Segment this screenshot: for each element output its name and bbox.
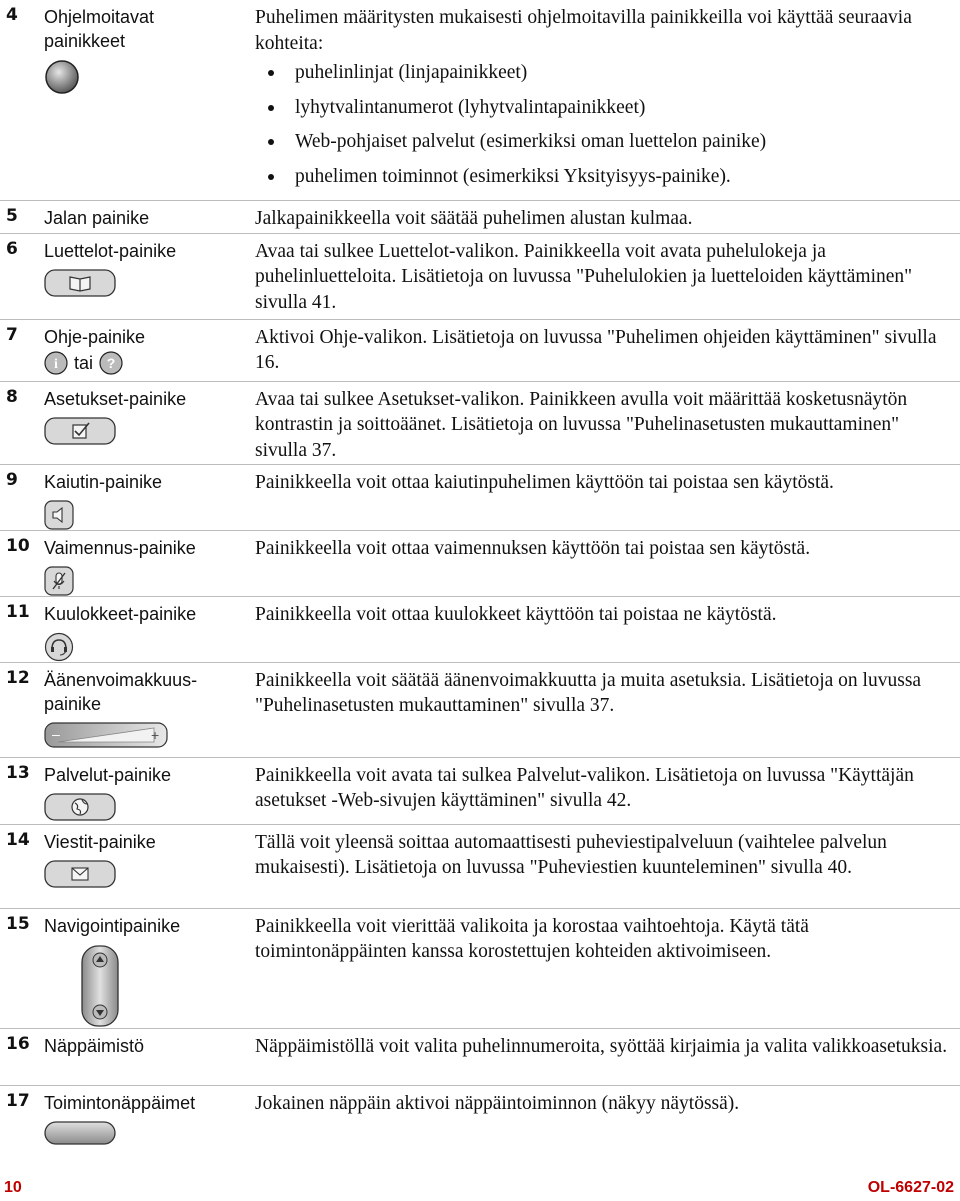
- row-name: Kaiutin-painike: [44, 471, 163, 492]
- table-row: [0, 381, 960, 464]
- table-row: [0, 908, 960, 1028]
- row-number: 11: [0, 596, 44, 662]
- row-number: 7: [0, 319, 44, 381]
- row-description: Avaa tai sulkee Luettelot-valikon. Painikkeella voit avata puhelulokeja ja puhelinluetteloita. Lisätietoja on luvussa "Puhelulokien ja luetteloiden käyttäminen" sivulla 41.: [247, 233, 960, 319]
- row-description: Painikkeella voit säätää äänenvoimakkuutta ja muita asetuksia. Lisätietoja on luvussa "Puhelinasetusten mukauttaminen" sivulla 37.: [247, 662, 960, 757]
- mute-icon: [44, 566, 74, 596]
- row-number: 4: [6, 5, 18, 25]
- row-description: Painikkeella voit avata tai sulkea Palvelut-valikon. Lisätietoja on luvussa "Käyttäjän asetukset -Web-sivujen käyttäminen" sivulla 42.: [247, 757, 960, 824]
- book-icon: [44, 269, 116, 297]
- row-description: Puhelimen määritysten mukaisesti ohjelmoitavilla painikkeilla voi käyttää seuraavia kohteita:: [255, 7, 912, 54]
- row-description: Tällä voit yleensä soittaa automaattisesti puheviestipalveluun (vaihtelee palvelun mukaisesti). Lisätietoja on luvussa "Puheviestien kuunteleminen" sivulla 40.: [247, 824, 960, 908]
- row-number: 13: [0, 757, 44, 824]
- headset-icon: [44, 632, 74, 662]
- row-number: 16: [0, 1028, 44, 1085]
- volume-rocker-icon: [44, 722, 168, 748]
- row-description: Jalkapainikkeella voit säätää puhelimen alustan kulmaa.: [247, 200, 960, 233]
- table-row: [0, 0, 960, 200]
- envelope-icon: [44, 860, 116, 888]
- list-item: lyhytvalintanumerot (lyhytvalintapainikkeet): [295, 95, 952, 121]
- table-row: [0, 662, 960, 757]
- table-row: [0, 1085, 960, 1159]
- row-number: 17: [0, 1085, 44, 1159]
- navigation-rocker-icon: [80, 944, 120, 1028]
- row-number: 10: [0, 530, 44, 596]
- row-number: 15: [0, 908, 44, 1028]
- table-row: [0, 757, 960, 824]
- row-number: 6: [0, 233, 44, 319]
- table-row: [0, 824, 960, 908]
- row-name: Vaimennus-painike: [44, 537, 196, 558]
- row-name: Jalan painike: [44, 200, 247, 233]
- row-description: Painikkeella voit ottaa kuulokkeet käyttöön tai poistaa ne käytöstä.: [247, 596, 960, 662]
- row-name: Ohje-painike: [44, 326, 146, 347]
- table-row: [0, 200, 960, 233]
- row-name: Kuulokkeet-painike: [44, 603, 197, 624]
- row-name: Äänenvoimakkuus-painike: [44, 669, 198, 714]
- row-name: Navigointipainike: [44, 915, 181, 936]
- row-number: 9: [0, 464, 44, 530]
- svg-text:?: ?: [106, 354, 116, 371]
- svg-text:i: i: [54, 356, 58, 372]
- row-description: Painikkeella voit ottaa kaiutinpuhelimen käyttöön tai poistaa sen käytöstä.: [247, 464, 960, 530]
- row-number: 12: [0, 662, 44, 757]
- speaker-icon: [44, 500, 74, 530]
- svg-text:–: –: [52, 725, 60, 742]
- row-number: 14: [0, 824, 44, 908]
- bullet-list: [255, 60, 952, 189]
- row-name: Palvelut-painike: [44, 764, 172, 785]
- row-description: Aktivoi Ohje-valikon. Lisätietoja on luvussa "Puhelimen ohjeiden käyttäminen" sivulla 16.: [247, 319, 960, 381]
- page-number: 10: [4, 1179, 22, 1196]
- info-icon: [44, 351, 68, 375]
- row-name: Toimintonäppäimet: [44, 1092, 196, 1113]
- document-id: OL-6627-02: [867, 1179, 954, 1196]
- row-description: Avaa tai sulkee Asetukset-valikon. Painikkeen avulla voit määrittää kosketusnäytön kontrastin ja soittoäänet. Lisätietoja on luvussa "Puhelinasetusten mukauttaminen" sivulla 37.: [247, 381, 960, 464]
- row-number: 5: [0, 200, 44, 233]
- table-row: [0, 464, 960, 530]
- list-item: Web-pohjaiset palvelut (esimerkiksi oman luettelon painike): [295, 129, 952, 155]
- svg-text:+: +: [151, 726, 160, 743]
- question-icon: [99, 351, 123, 375]
- row-description: Painikkeella voit vierittää valikoita ja korostaa vaihtoehtoja. Käytä tätä toimintonäppäinten kanssa korostettujen kohteiden aktivoimiseen.: [247, 908, 960, 1028]
- settings-check-icon: [44, 417, 116, 445]
- row-name: Ohjelmoitavat painikkeet: [44, 7, 155, 51]
- row-description: Jokainen näppäin aktivoi näppäintoiminnon (näkyy näytössä).: [247, 1085, 960, 1159]
- table-row: [0, 596, 960, 662]
- table-row: [0, 319, 960, 381]
- row-number: 8: [0, 381, 44, 464]
- softkey-icon: [44, 1121, 116, 1145]
- row-description: Painikkeella voit ottaa vaimennuksen käyttöön tai poistaa sen käytöstä.: [247, 530, 960, 596]
- table-row: [0, 233, 960, 319]
- table-row: [0, 1028, 960, 1085]
- row-name: Näppäimistö: [44, 1028, 247, 1085]
- table-row: [0, 530, 960, 596]
- row-name: Asetukset-painike: [44, 388, 187, 409]
- row-name: Luettelot-painike: [44, 240, 177, 261]
- list-item: puhelinlinjat (linjapainikkeet): [295, 60, 952, 86]
- round-programmable-button-icon: [44, 59, 80, 95]
- or-label: tai: [74, 352, 94, 373]
- globe-icon: [44, 793, 116, 821]
- row-description: Näppäimistöllä voit valita puhelinnumeroita, syöttää kirjaimia ja valita valikkoasetuksia.: [247, 1028, 960, 1085]
- row-name: Viestit-painike: [44, 831, 156, 852]
- list-item: puhelimen toiminnot (esimerkiksi Yksityisyys-painike).: [295, 164, 952, 190]
